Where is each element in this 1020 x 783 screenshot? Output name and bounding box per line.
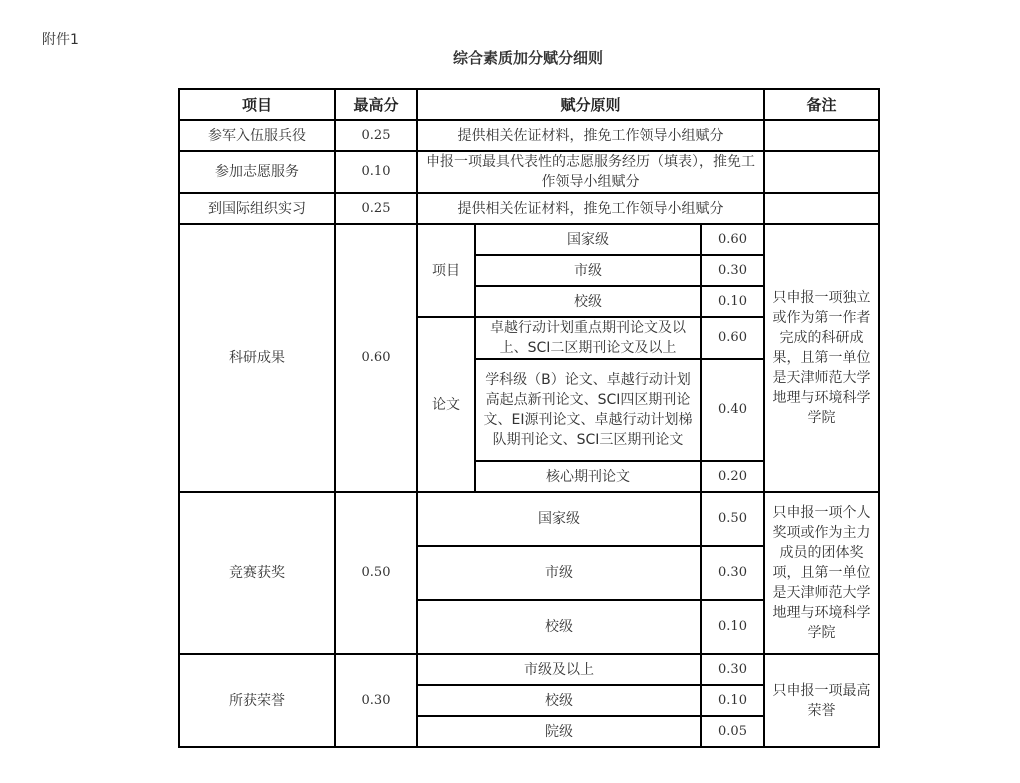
max-intl: 0.25	[335, 193, 417, 224]
research-paper-score: 0.20	[701, 461, 764, 492]
max-honor: 0.30	[335, 654, 417, 747]
research-project-level: 国家级	[475, 224, 701, 255]
item-military: 参军入伍服兵役	[179, 120, 335, 151]
note-military	[764, 120, 879, 151]
research-paper-score: 0.60	[701, 317, 764, 359]
research-project-level: 校级	[475, 286, 701, 317]
header-item: 项目	[179, 89, 335, 120]
document-title: 综合素质加分赋分细则	[452, 49, 603, 67]
research-project-label: 项目	[417, 224, 475, 317]
item-intl: 到国际组织实习	[179, 193, 335, 224]
attachment-label: 附件1	[42, 32, 79, 48]
table-row	[179, 654, 879, 685]
principle-military: 提供相关佐证材料，推免工作领导小组赋分	[417, 120, 764, 151]
research-paper-label: 论文	[417, 317, 475, 492]
honor-level: 市级及以上	[417, 654, 701, 685]
note-intl	[764, 193, 879, 224]
header-note: 备注	[764, 89, 879, 120]
research-project-score: 0.30	[701, 255, 764, 286]
competition-score: 0.10	[701, 600, 764, 654]
scoring-table	[178, 88, 880, 748]
principle-volunteer: 申报一项最具代表性的志愿服务经历（填表），推免工作领导小组赋分	[417, 151, 764, 193]
principle-intl: 提供相关佐证材料，推免工作领导小组赋分	[417, 193, 764, 224]
table-row	[179, 492, 879, 546]
table-header-row	[179, 89, 879, 120]
competition-level: 国家级	[417, 492, 701, 546]
competition-level: 校级	[417, 600, 701, 654]
competition-level: 市级	[417, 546, 701, 600]
item-research: 科研成果	[179, 224, 335, 492]
research-project-level: 市级	[475, 255, 701, 286]
research-paper-level: 卓越行动计划重点期刊论文及以上、SCI二区期刊论文及以上	[475, 317, 701, 359]
research-paper-level: 核心期刊论文	[475, 461, 701, 492]
max-military: 0.25	[335, 120, 417, 151]
item-honor: 所获荣誉	[179, 654, 335, 747]
note-research: 只申报一项独立或作为第一作者完成的科研成果，且第一单位是天津师范大学地理与环境科学学院	[764, 224, 879, 492]
note-competition: 只申报一项个人奖项或作为主力成员的团体奖项，且第一单位是天津师范大学地理与环境科学学院	[764, 492, 879, 654]
research-project-score: 0.10	[701, 286, 764, 317]
max-volunteer: 0.10	[335, 151, 417, 193]
competition-score: 0.50	[701, 492, 764, 546]
honor-score: 0.05	[701, 716, 764, 747]
note-volunteer	[764, 151, 879, 193]
max-research: 0.60	[335, 224, 417, 492]
table-row	[179, 151, 879, 193]
item-volunteer: 参加志愿服务	[179, 151, 335, 193]
table-row	[179, 193, 879, 224]
competition-score: 0.30	[701, 546, 764, 600]
honor-score: 0.30	[701, 654, 764, 685]
honor-level: 校级	[417, 685, 701, 716]
research-paper-level: 学科级（B）论文、卓越行动计划高起点新刊论文、SCI四区期刊论文、EI源刊论文、卓越行动计划梯队期刊论文、SCI三区期刊论文	[475, 359, 701, 461]
honor-level: 院级	[417, 716, 701, 747]
max-competition: 0.50	[335, 492, 417, 654]
honor-score: 0.10	[701, 685, 764, 716]
table-row	[179, 224, 879, 255]
header-principle: 赋分原则	[417, 89, 764, 120]
item-competition: 竞赛获奖	[179, 492, 335, 654]
research-project-score: 0.60	[701, 224, 764, 255]
note-honor: 只申报一项最高荣誉	[764, 654, 879, 747]
header-max-score: 最高分	[335, 89, 417, 120]
research-paper-score: 0.40	[701, 359, 764, 461]
table-row	[179, 120, 879, 151]
